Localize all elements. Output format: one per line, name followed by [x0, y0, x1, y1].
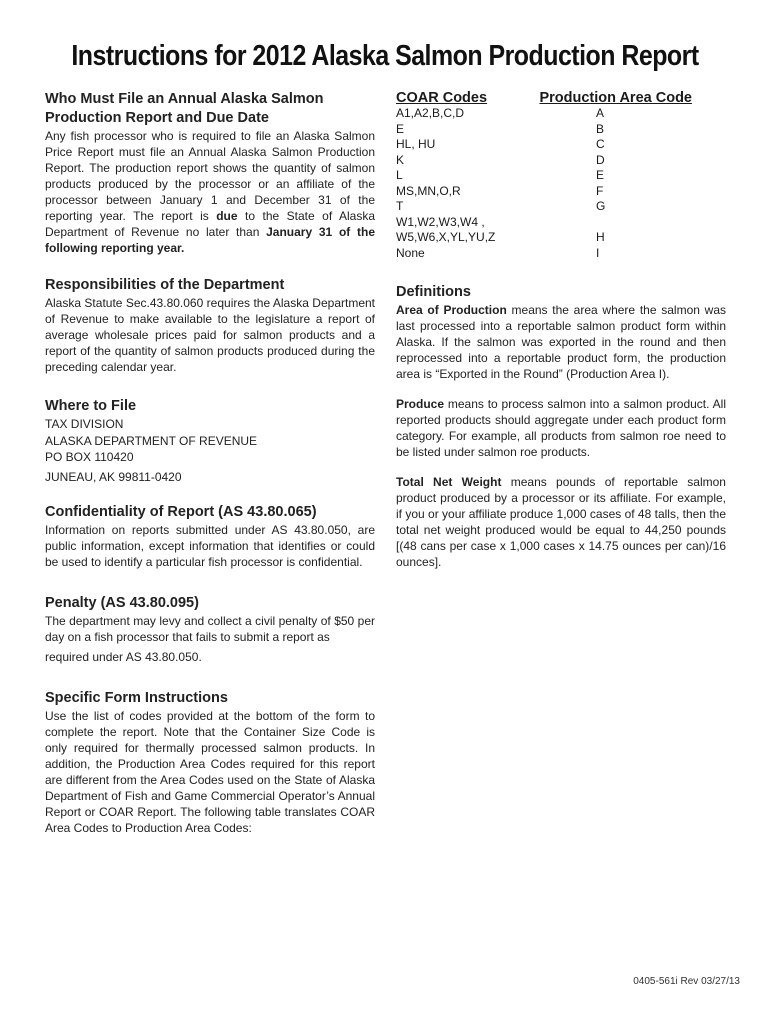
production-area-code-cell: B — [596, 121, 605, 136]
production-area-heading: Production Area Code — [539, 90, 692, 106]
who-must-file-text-1: Any fish processor who is required to file an Alaska Salmon Price Report must file an Annual Alaska Salmon Production Report. The production report shows the quantity of salmon products produced by the processor or an affiliate of the processor between January 1 and December 31 of the reporting year. The report is — [45, 129, 375, 223]
codes-table-row — [396, 122, 726, 138]
codes-table-row — [396, 168, 726, 184]
coar-code-cell: T — [396, 199, 404, 213]
codes-table-row — [396, 106, 726, 122]
production-area-code-cell — [596, 215, 726, 231]
coar-code-cell: MS,MN,O,R — [396, 183, 461, 198]
produce-definition — [396, 396, 726, 460]
production-area-code-cell: G — [596, 199, 606, 213]
responsibilities-body: Alaska Statute Sec.43.80.060 requires the Alaska Department of Revenue to make available to the legislature a report of average wholesale prices paid for salmon products and a report of the quantity of salmon products produced during the preceding calendar year. — [45, 296, 375, 374]
coar-code-cell: E — [396, 121, 405, 136]
deadline-emphasis: January 31 of the following reporting year. — [45, 225, 375, 255]
specific-instructions-body: Use the list of codes provided at the bottom of the form to complete the report. Note that the Container Size Code is only required for thermally processed salmon products. In addition, the Production Area Codes required for this report are different from the Area Codes used on the State of Alaska Department of Fish and Game Commercial Operator’s Annual Report or COAR Report. The following table translates COAR Area Codes to Production Area Codes: — [45, 709, 375, 835]
specific-instructions-section — [45, 689, 375, 836]
codes-table-row — [396, 215, 726, 231]
production-area-code-cell: D — [596, 152, 605, 167]
production-area-code-cell: F — [596, 183, 604, 198]
address-line: JUNEAU, AK 99811-0420 — [45, 469, 182, 484]
produce-term: Produce — [396, 397, 445, 411]
coar-code-cell: A1,A2,B,C,D — [396, 106, 465, 120]
who-must-file-body — [45, 128, 375, 256]
codes-table — [396, 106, 726, 261]
who-must-file-text-2: to the State of Alaska Department of Revenue no later than — [45, 209, 375, 239]
who-must-file-heading: Who Must File an Annual Alaska Salmon Production Report and Due Date — [45, 91, 324, 126]
codes-table-row — [396, 184, 726, 200]
penalty-section — [45, 594, 375, 665]
production-area-code-cell: E — [596, 168, 605, 182]
where-to-file-section — [45, 397, 375, 485]
right-column — [396, 90, 726, 570]
left-column — [45, 90, 375, 836]
codes-table-row — [396, 137, 726, 153]
codes-table-row — [396, 246, 726, 262]
penalty-body: The department may levy and collect a civil penalty of $50 per day on a fish processor that fails to submit a report as — [45, 614, 375, 644]
where-to-file-heading: Where to File — [45, 398, 137, 414]
total-net-weight-definition — [396, 474, 726, 570]
coar-code-cell: HL, HU — [396, 137, 436, 151]
address-line: ALASKA DEPARTMENT OF REVENUE — [45, 433, 258, 448]
coar-code-cell: K — [396, 152, 405, 167]
production-area-code-cell: I — [596, 245, 600, 260]
penalty-body-2: required under AS 43.80.050. — [45, 650, 202, 664]
production-area-code-cell: C — [596, 137, 605, 151]
confidentiality-body: Information on reports submitted under AS 43.80.050, are public information, except information that identifies or could be used to identify a particular fish processor is confidential. — [45, 523, 375, 569]
total-net-weight-text: means pounds of reportable salmon product produced by a processor or its affiliate. For example, if you or your affiliate produce 1,000 cases of 48 talls, then the total net weight produced would be equal to 44,250 pounds [(48 cans per case x 1,000 cases x 14.75 ounces per can)/16 ounces]. — [396, 475, 726, 569]
codes-table-header — [396, 90, 692, 106]
page-title: Instructions for 2012 Alaska Salmon Production Report — [71, 40, 699, 72]
address-line: TAX DIVISION — [45, 417, 124, 431]
specific-instructions-heading: Specific Form Instructions — [45, 690, 228, 706]
produce-text: means to process salmon into a salmon product. All reported products should aggregate under each product form category. For example, all products from salmon roe need to be listed under salmon roe products. — [396, 397, 726, 459]
who-must-file-section — [45, 90, 375, 256]
penalty-heading: Penalty (AS 43.80.095) — [45, 595, 199, 611]
due-emphasis: due — [216, 209, 238, 223]
area-of-production-definition — [396, 302, 726, 382]
codes-table-row — [396, 153, 726, 169]
definitions-heading: Definitions — [396, 284, 471, 300]
confidentiality-section — [45, 503, 375, 570]
total-net-weight-term: Total Net Weight — [396, 475, 502, 489]
codes-table-row — [396, 230, 726, 246]
area-of-production-term: Area of Production — [396, 303, 507, 317]
definitions-section — [396, 283, 726, 570]
production-area-code-cell: A — [596, 106, 605, 120]
form-revision-footer: 0405-561i Rev 03/27/13 — [633, 976, 740, 987]
confidentiality-heading: Confidentiality of Report (AS 43.80.065) — [45, 504, 317, 520]
coar-code-cell: None — [396, 245, 425, 260]
coar-codes-heading: COAR Codes — [396, 90, 488, 106]
address-line: PO BOX 110420 — [45, 450, 134, 464]
area-of-production-text: means the area where the salmon was last processed into a reportable salmon product form within Alaska. If the salmon was exported in the round and then reprocessed into a reportable product form, the production area is “Exported in the Round” (Production Area I). — [396, 303, 726, 381]
codes-table-row — [396, 199, 726, 215]
responsibilities-section — [45, 276, 375, 375]
coar-code-cell: W1,W2,W3,W4 , — [396, 214, 485, 229]
responsibilities-heading: Responsibilities of the Department — [45, 277, 285, 293]
coar-code-cell: W5,W6,X,YL,YU,Z — [396, 230, 496, 244]
production-area-code-cell: H — [596, 230, 605, 244]
coar-code-cell: L — [396, 168, 403, 182]
